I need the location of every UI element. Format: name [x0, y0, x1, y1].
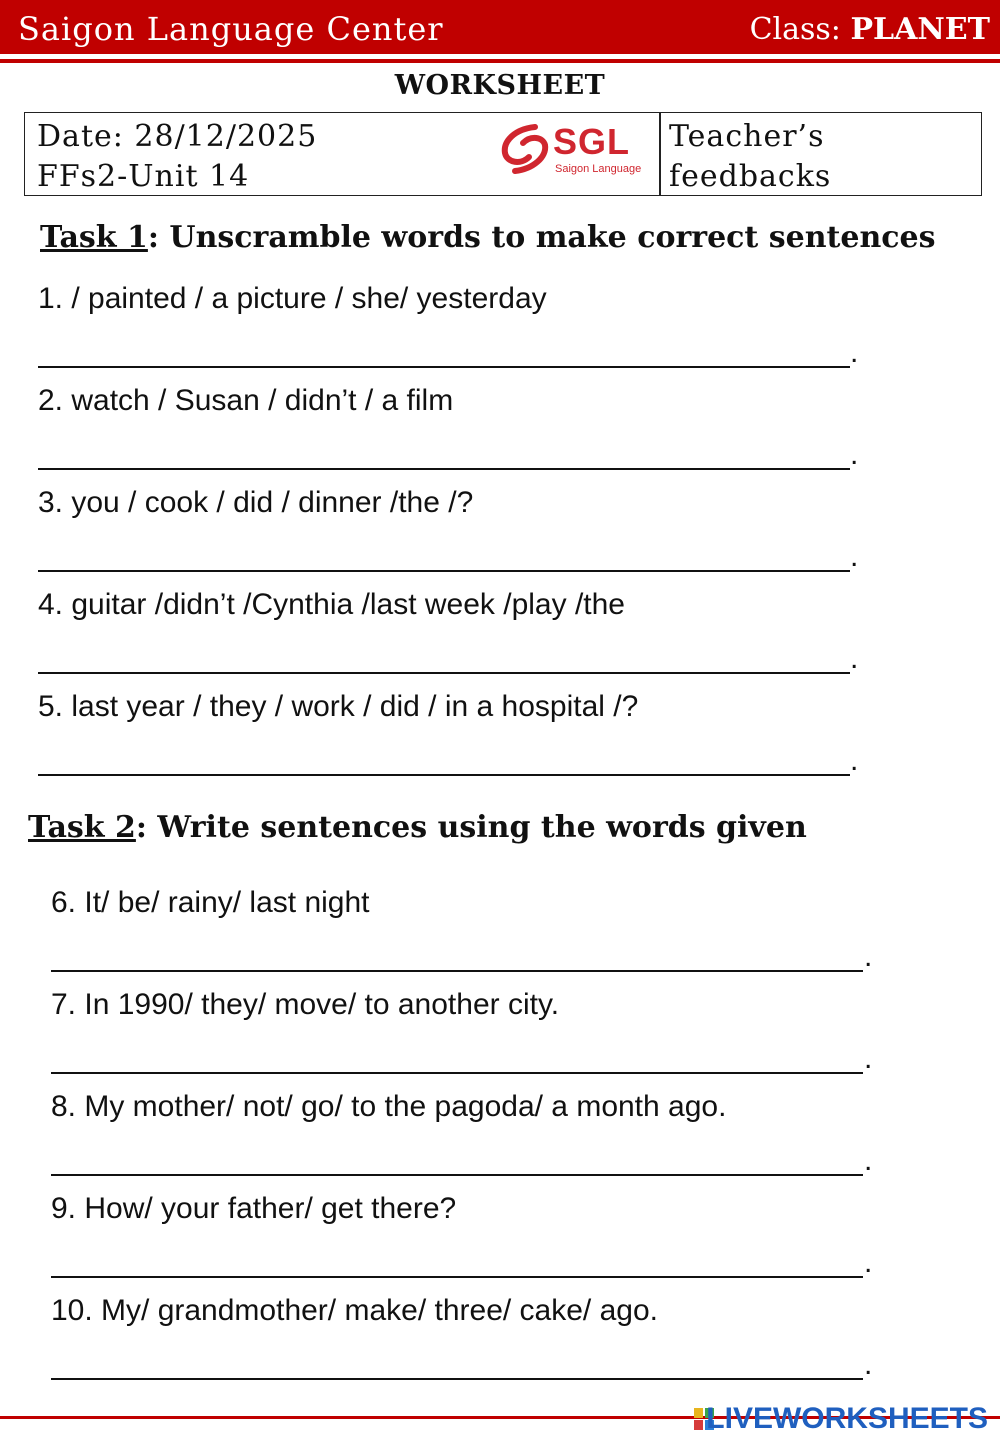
- answer-line-10[interactable]: [51, 1378, 863, 1380]
- sgl-logo: [495, 119, 655, 179]
- date-field: Date: 28/12/2025: [37, 119, 318, 154]
- info-box: [24, 112, 982, 196]
- header-bar: [0, 0, 1000, 54]
- answer-line-2[interactable]: [38, 468, 850, 470]
- question-5: 5. last year / they / work / did / in a hospital /?: [38, 690, 639, 723]
- answer-period-8: .: [864, 1144, 873, 1177]
- logo-text: SGL: [553, 121, 631, 162]
- task1-label: Task 1: [40, 220, 148, 255]
- question-9: 9. How/ your father/ get there?: [51, 1192, 457, 1225]
- question-7: 7. In 1990/ they/ move/ to another city.: [51, 988, 560, 1021]
- answer-line-7[interactable]: [51, 1072, 863, 1074]
- answer-line-1[interactable]: [38, 366, 850, 368]
- answer-line-9[interactable]: [51, 1276, 863, 1278]
- center-name: Saigon Language Center: [18, 10, 444, 48]
- question-10: 10. My/ grandmother/ make/ three/ cake/ ago.: [51, 1294, 658, 1327]
- sgl-swirl-icon: [495, 119, 555, 179]
- answer-period-3: .: [850, 540, 859, 573]
- question-8: 8. My mother/ not/ go/ to the pagoda/ a month ago.: [51, 1090, 727, 1123]
- question-4: 4. guitar /didn’t /Cynthia /last week /play /the: [38, 588, 625, 621]
- answer-period-10: .: [864, 1348, 873, 1381]
- question-1: 1. / painted / a picture / she/ yesterday: [38, 282, 547, 315]
- liveworksheets-brand[interactable]: LIVEWORKSHEETS: [706, 1402, 988, 1435]
- answer-period-5: .: [850, 744, 859, 777]
- class-info: [750, 12, 990, 47]
- answer-line-6[interactable]: [51, 970, 863, 972]
- feedback-label-line2: feedbacks: [669, 159, 832, 194]
- logo-subtext: Saigon Language: [555, 163, 642, 175]
- header-divider: [0, 59, 1000, 63]
- question-3: 3. you / cook / did / dinner /the /?: [38, 486, 474, 519]
- class-label: Class:: [749, 12, 841, 47]
- question-2: 2. watch / Susan / didn’t / a film: [38, 384, 454, 417]
- class-name: PLANET: [850, 12, 990, 47]
- info-divider: [659, 113, 661, 195]
- answer-line-3[interactable]: [38, 570, 850, 572]
- answer-line-4[interactable]: [38, 672, 850, 674]
- answer-line-8[interactable]: [51, 1174, 863, 1176]
- task2-label: Task 2: [28, 810, 136, 845]
- answer-line-5[interactable]: [38, 774, 850, 776]
- answer-period-7: .: [864, 1042, 873, 1075]
- answer-period-6: .: [864, 940, 873, 973]
- question-6: 6. It/ be/ rainy/ last night: [51, 886, 370, 919]
- task2-instruction: : Write sentences using the words given: [135, 810, 807, 845]
- task1-instruction: : Unscramble words to make correct sentences: [147, 220, 936, 255]
- unit-field: FFs2-Unit 14: [37, 159, 250, 194]
- answer-period-4: .: [850, 642, 859, 675]
- worksheet-title: WORKSHEET: [394, 70, 606, 101]
- feedback-label-line1: Teacher’s: [669, 119, 825, 154]
- answer-period-2: .: [850, 438, 859, 471]
- answer-period-9: .: [864, 1246, 873, 1279]
- task1-heading: [40, 220, 936, 255]
- task2-heading: [28, 810, 807, 845]
- answer-period-1: .: [850, 336, 859, 369]
